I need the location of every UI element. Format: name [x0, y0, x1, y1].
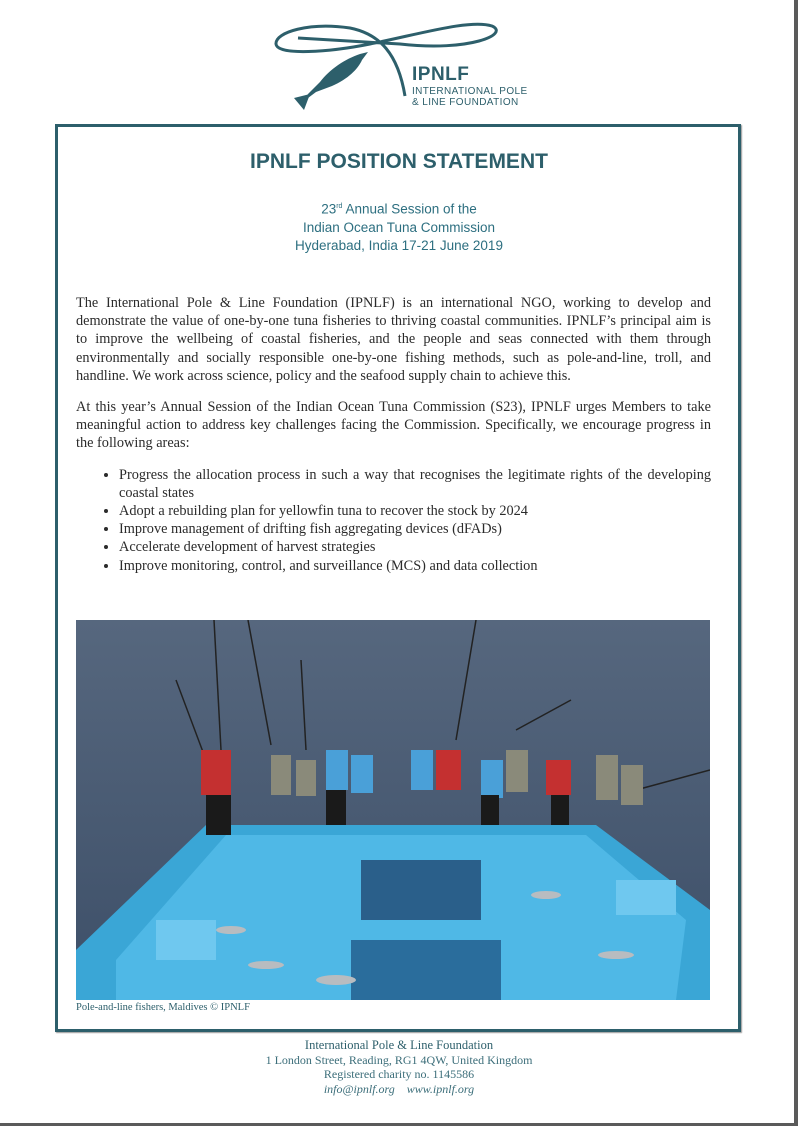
subtitle-line3: Hyderabad, India 17-21 June 2019 — [295, 237, 503, 253]
footer-org: International Pole & Line Foundation — [304, 1038, 494, 1052]
footer-address: 1 London Street, Reading, RG1 4QW, United Kingdom — [265, 1052, 533, 1067]
page-title: IPNLF POSITION STATEMENT — [250, 150, 548, 173]
footer-charity: Registered charity no. 1145586 — [323, 1067, 475, 1081]
footer-website[interactable]: www.ipnlf.org — [406, 1081, 475, 1096]
session-subtitle — [0, 198, 798, 255]
logo-name: IPNLF — [412, 64, 470, 85]
session-text: Annual Session of the — [342, 201, 477, 217]
logo-subtitle-line2: & LINE FOUNDATION — [412, 97, 519, 108]
logo-subtitle — [412, 86, 528, 108]
list-item: • Improve monitoring, control, and surveillance (MCS) and data collection — [119, 557, 711, 575]
footer-contacts — [0, 1082, 798, 1097]
ordinal-suffix: rd — [336, 203, 343, 210]
list-item: • Adopt a rebuilding plan for yellowfin tuna to recover the stock by 2024 — [119, 502, 711, 520]
photo-caption: Pole-and-line fishers, Maldives © IPNLF — [76, 1002, 250, 1013]
list-item: • Improve management of drifting fish aggregating devices (dFADs) — [119, 520, 711, 538]
list-item: • Progress the allocation process in such a way that recognises the legitimate rights of the developing coastal states — [119, 466, 711, 502]
footer — [0, 1038, 798, 1096]
paragraph: The International Pole & Line Foundation (IPNLF) is an international NGO, working to develop and demonstrate the value of one-by-one tuna fisheries to thriving coastal communities. IPNLF’s principal aim is to improve the wellbeing of coastal fisheries, and the people and seas connected with them through environmentally and socially responsible one-by-one fishing methods, such as pole-and-line, troll, and handline. We work across science, policy and the seafood supply chain to achieve this. — [76, 295, 711, 384]
subtitle-line2: Indian Ocean Tuna Commission — [302, 219, 496, 235]
subtitle-line1 — [0, 198, 798, 219]
paragraph: At this year’s Annual Session of the Indian Ocean Tuna Commission (S23), IPNLF urges Members to take meaningful action to address key challenges facing the Commission. Specifically, we encourage progress in the following areas: — [76, 399, 711, 452]
logo-subtitle-line1: INTERNATIONAL POLE — [412, 86, 528, 97]
session-number: 23 — [321, 201, 337, 217]
priority-list — [76, 466, 711, 575]
list-item: • Accelerate development of harvest strategies — [119, 538, 711, 556]
body-text — [76, 294, 711, 575]
footer-email[interactable]: info@ipnlf.org — [323, 1081, 395, 1096]
fishers-photo — [76, 620, 710, 1000]
